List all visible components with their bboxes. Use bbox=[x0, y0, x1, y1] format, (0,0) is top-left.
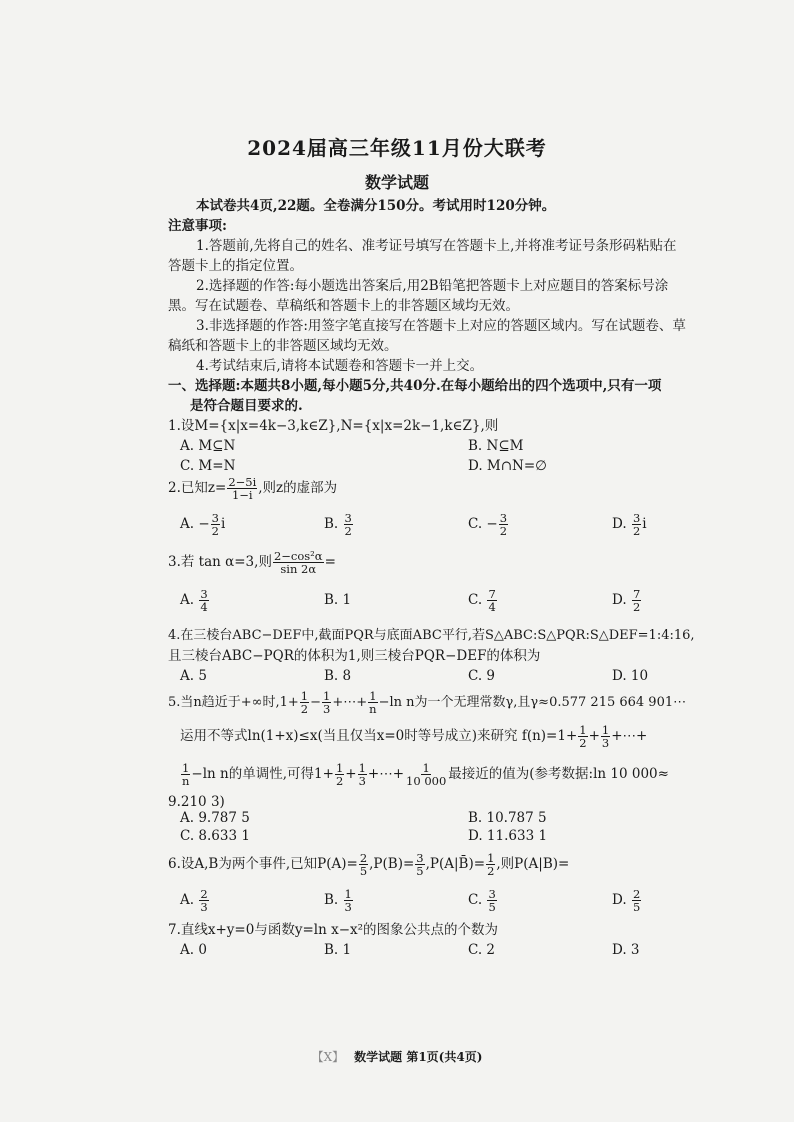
q5-option-d: D. 11.633 1 bbox=[468, 828, 548, 844]
notes-heading: 注意事项: bbox=[168, 218, 227, 234]
q3-fraction: $\frac{\text{2−cos²α}}{\sin 2\alpha}$ bbox=[273, 549, 323, 576]
q3-option-c: C. $\frac{7}{4}$ bbox=[468, 587, 496, 614]
question-5-stem-line3: $\frac{1}{n}$ −ln n的单调性,可得1+ $\frac{1}{2}$ + $\frac{1}{3}$ +⋯+ $\frac{1}{10 000}$ 最接近的值为(参考数据:ln 10 000≈ bbox=[182, 761, 669, 788]
question-2-stem: 2.已知z= $\frac{2-5i}{1-i}$ ,则z的虚部为 bbox=[168, 475, 338, 502]
note-1-cont: 答题卡上的指定位置。 bbox=[168, 258, 303, 274]
note-1: 1.答题前,先将自己的姓名、准考证号填写在答题卡上,并将准考证号条形码粘贴在 bbox=[196, 238, 677, 254]
q3-option-a: A. $\frac{3}{4}$ bbox=[180, 587, 208, 614]
question-4-stem-cont: 且三棱台ABC−PQR的体积为1,则三棱台PQR−DEF的体积为 bbox=[168, 648, 541, 664]
exam-intro: 本试卷共4页,22题。全卷满分150分。考试用时120分钟。 bbox=[196, 198, 556, 214]
q6-option-b: B. $\frac{1}{3}$ bbox=[324, 887, 352, 914]
note-2-cont: 黑。写在试题卷、草稿纸和答题卡上的非答题区域均无效。 bbox=[168, 298, 519, 314]
q4-option-d: D. 10 bbox=[612, 668, 649, 684]
footer-code: 【X】 bbox=[311, 1050, 345, 1064]
q7-option-d: D. 3 bbox=[612, 942, 640, 958]
note-2: 2.选择题的作答:每小题选出答案后,用2B铅笔把答题卡上对应题目的答案标号涂 bbox=[196, 278, 669, 294]
q5-option-c: C. 8.633 1 bbox=[180, 828, 250, 844]
exam-title: 2024届高三年级11月份大联考 bbox=[247, 136, 547, 160]
q3-option-d: D. $\frac{7}{2}$ bbox=[612, 587, 641, 614]
q4-option-a: A. 5 bbox=[180, 668, 207, 684]
question-3-stem: 3.若 tan α=3,则 $\frac{\text{2−cos²α}}{\sin 2\alpha}$ = bbox=[168, 549, 336, 576]
q3-option-b: B. 1 bbox=[324, 592, 352, 608]
q5-option-b: B. 10.787 5 bbox=[468, 810, 547, 826]
subject-title: 数学试题 bbox=[364, 173, 429, 192]
q6-option-c: C. $\frac{3}{5}$ bbox=[468, 887, 496, 914]
note-4: 4.考试结束后,请将本试题卷和答题卡一并上交。 bbox=[196, 358, 484, 374]
section-heading: 一、选择题:本题共8小题,每小题5分,共40分.在每小题给出的四个选项中,只有一项 bbox=[168, 378, 662, 394]
q4-option-b: B. 8 bbox=[324, 668, 352, 684]
question-5-stem-line4: 9.210 3) bbox=[168, 794, 225, 810]
question-6-stem: 6.设A,B为两个事件,已知P(A)= $\frac{2}{5}$ ,P(B)= $\frac{3}{5}$ ,P(A|B̄)= $\frac{1}{2}$ ,则P(A|B)= bbox=[168, 851, 570, 878]
q1-option-a: A. M⊆N bbox=[180, 438, 236, 454]
footer-page-info: 数学试题 第1页(共4页) bbox=[354, 1050, 483, 1064]
question-4-stem: 4.在三棱台ABC−DEF中,截面PQR与底面ABC平行,若S△ABC:S△PQR:S△DEF=1:4:16, bbox=[168, 628, 695, 643]
q1-option-b: B. N⊆M bbox=[468, 438, 524, 454]
q1-option-c: C. M=N bbox=[180, 458, 236, 474]
q2-option-a: A. − $\frac{3}{2}$ i bbox=[180, 511, 226, 538]
q2-option-d: D. $\frac{3}{2}$ i bbox=[612, 511, 647, 538]
q6-option-d: D. $\frac{2}{5}$ bbox=[612, 887, 641, 914]
q2-fraction: $\frac{2-5i}{1-i}$ bbox=[228, 475, 257, 502]
q7-option-c: C. 2 bbox=[468, 942, 496, 958]
q4-option-c: C. 9 bbox=[468, 668, 496, 684]
q2-option-c: C. − $\frac{3}{2}$ bbox=[468, 511, 508, 538]
question-5-stem-line2: 运用不等式ln(1+x)≤x(当且仅当x=0时等号成立)来研究 f(n)=1+ $\frac{1}{2}$ + $\frac{1}{3}$ +⋯+ bbox=[180, 723, 648, 750]
question-7-stem: 7.直线x+y=0与函数y=ln x−x²的图象公共点的个数为 bbox=[168, 922, 499, 938]
q7-option-b: B. 1 bbox=[324, 942, 352, 958]
question-1-stem: 1.设M={x|x=4k−3,k∈Z},N={x|x=2k−1,k∈Z},则 bbox=[168, 418, 499, 434]
q1-option-d: D. M∩N=∅ bbox=[468, 458, 547, 474]
note-3: 3.非选择题的作答:用签字笔直接写在答题卡上对应的答题区域内。写在试题卷、草 bbox=[196, 318, 686, 334]
q6-option-a: A. $\frac{2}{3}$ bbox=[180, 887, 208, 914]
q5-option-a: A. 9.787 5 bbox=[180, 810, 250, 826]
q7-option-a: A. 0 bbox=[180, 942, 207, 958]
question-5-stem: 5.当n趋近于+∞时,1+ $\frac{1}{2}$ − $\frac{1}{3}$ +⋯+ $\frac{1}{n}$ −ln n为一个无理常数γ,且γ≈0.577 215 664 901⋯ bbox=[168, 689, 687, 716]
section-heading-cont: 是符合题目要求的. bbox=[190, 398, 303, 414]
page-footer bbox=[0, 1048, 794, 1065]
note-3-cont: 稿纸和答题卡上的非答题区域均无效。 bbox=[168, 338, 398, 354]
q2-option-b: B. $\frac{3}{2}$ bbox=[324, 511, 352, 538]
